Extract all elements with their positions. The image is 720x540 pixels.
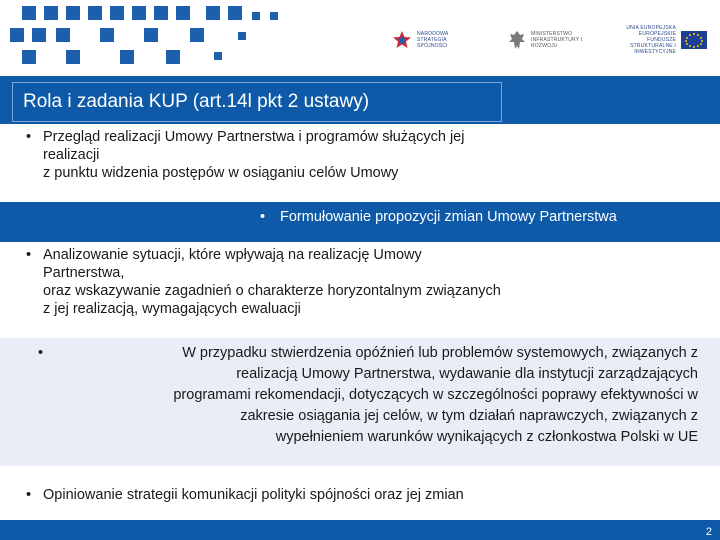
ministry-logo	[508, 22, 587, 58]
item-text-line: z jej realizacją, wymagających ewaluacji	[43, 301, 301, 317]
list-item	[0, 338, 720, 466]
footer-bar	[0, 520, 720, 540]
item-text-line: Analizowanie sytuacji, które wpływają na realizację Umowy	[43, 247, 422, 263]
nss-logo-text: NARODOWA STRATEGIA SPÓJNOŚCI	[417, 31, 449, 49]
list-item	[0, 202, 720, 242]
item-text-line: wypełnieniem warunków wynikających z członkostwa Polski w UE	[275, 429, 698, 445]
item-text-line: zakresie osiągania jej celów, w tym działań naprawczych, związanych z	[240, 408, 698, 424]
list-item	[0, 124, 720, 202]
item-text-line: oraz wskazywanie zagadnień o charakterze horyzontalnym związanych	[43, 283, 501, 299]
bullet-icon: •	[260, 209, 266, 225]
ministry-logo-text: MINISTERSTWO INFRASTRUKTURY I ROZWOJU	[531, 31, 583, 49]
decorative-squares-icon	[0, 0, 290, 76]
item-text-line: W przypadku stwierdzenia opóźnień lub problemów systemowych, związanych z	[182, 345, 698, 361]
nss-logo	[392, 22, 461, 58]
bullet-icon: •	[38, 345, 44, 361]
item-text-line: realizacji	[43, 147, 100, 163]
header	[0, 0, 720, 76]
item-text-line: Partnerstwa,	[43, 265, 125, 281]
list-item	[0, 476, 720, 520]
bullet-icon: •	[26, 487, 32, 503]
eu-logo	[612, 22, 707, 58]
item-text-line: realizacją Umowy Partnerstwa, wydawanie dla instytucji zarządzających	[236, 366, 698, 382]
slide-title: Rola i zadania KUP (art.14l pkt 2 ustawy)	[12, 82, 502, 122]
list-item	[0, 242, 720, 328]
eu-logo-text: UNIA EUROPEJSKA EUROPEJSKIE FUNDUSZE STRUKTURALNE I INWESTYCYJNE	[626, 25, 676, 55]
item-text-line: Formułowanie propozycji zmian Umowy Partnerstwa	[280, 209, 617, 225]
nss-star-icon	[392, 30, 412, 50]
eagle-emblem-icon	[508, 29, 526, 51]
item-text-line: Opiniowanie strategii komunikacji polityki spójności oraz jej zmian	[43, 487, 464, 503]
item-text-line: z punktu widzenia postępów w osiąganiu celów Umowy	[43, 165, 399, 181]
page-number: 2	[705, 526, 712, 538]
eu-flag-icon	[681, 31, 707, 49]
item-text-line: programami rekomendacji, dotyczących w szczególności poprawy efektywności w	[173, 387, 698, 403]
item-text-line: Przegląd realizacji Umowy Partnerstwa i programów służących jej	[43, 129, 465, 145]
bullet-icon: •	[26, 247, 32, 263]
bullet-icon: •	[26, 129, 32, 145]
